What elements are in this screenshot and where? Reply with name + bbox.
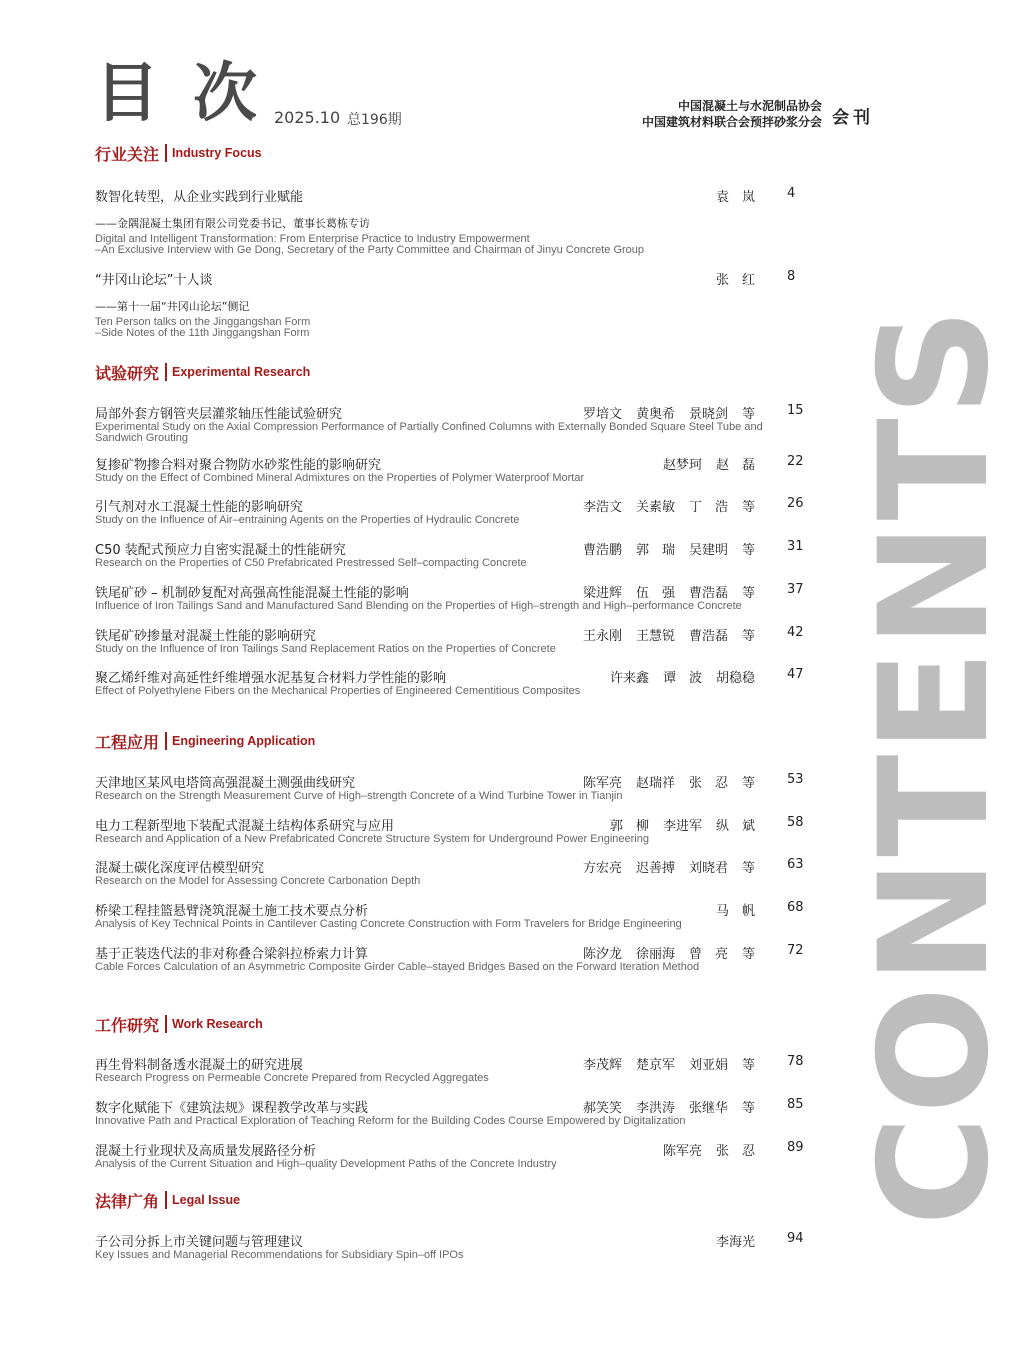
toc-entry[interactable] xyxy=(95,496,835,528)
publisher-line-2: 中国建筑材料联合会预拌砂浆分会 xyxy=(641,115,822,129)
author-etal: 等 xyxy=(741,586,755,601)
toc-entry[interactable] xyxy=(95,625,835,657)
author: 郝笑笑 xyxy=(582,1101,622,1116)
author: 谭 波 xyxy=(662,671,702,686)
entry-title[interactable]: 引气剂对水工混凝土性能的影响研究 xyxy=(95,500,304,515)
author: 吴建明 xyxy=(688,543,728,558)
toc-entry[interactable] xyxy=(95,857,835,889)
section-title-cn: 行业关注 xyxy=(95,144,160,164)
section-title-cn: 工程应用 xyxy=(95,732,160,752)
entry-title[interactable]: 电力工程新型地下装配式混凝土结构体系研究与应用 xyxy=(95,819,395,834)
page-title: 目次 xyxy=(95,57,291,131)
entry-english-subtitle: –An Exclusive Interview with Ge Dong, Secretary of the Party Committee and Chairman of Jinyu Concrete Group xyxy=(95,244,645,256)
section-divider xyxy=(165,1191,167,1209)
author-etal: 等 xyxy=(741,500,755,515)
entry-title[interactable]: 再生骨料制备透水混凝土的研究进展 xyxy=(95,1058,304,1073)
entry-title[interactable]: 局部外套方钢管夹层灌浆轴压性能试验研究 xyxy=(95,407,343,422)
entry-english-title: Innovative Path and Practical Exploration of Teaching Reform for the Building Codes Course Empowered by Digitalization xyxy=(95,1115,686,1127)
author: 张 忍 xyxy=(688,776,728,791)
entry-authors xyxy=(569,403,755,422)
entry-english-title: Influence of Iron Tailings Sand and Manufactured Sand Blending on the Properties of High–strength and High–performance Concrete xyxy=(95,600,742,612)
author: 曾 亮 xyxy=(688,947,728,962)
author: 李洪涛 xyxy=(635,1101,675,1116)
entry-page: 37 xyxy=(787,582,804,597)
entry-english-title: Study on the Effect of Combined Mineral Admixtures on the Properties of Polymer Waterproof Mortar xyxy=(95,472,585,484)
entry-english-title: Cable Forces Calculation of an Asymmetric Composite Girder Cable–stayed Bridges Based on the Forward Iteration Method xyxy=(95,961,700,973)
author: 李海光 xyxy=(715,1235,755,1250)
entry-english-title: Research on the Model for Assessing Concrete Carbonation Depth xyxy=(95,875,421,887)
entry-title[interactable]: 复掺矿物掺合料对聚合物防水砂浆性能的影响研究 xyxy=(95,458,382,473)
author: 陈军亮 xyxy=(662,1144,702,1159)
author: 关素敏 xyxy=(635,500,675,515)
section-heading xyxy=(95,729,315,753)
author: 梁进辉 xyxy=(582,586,622,601)
publisher-block xyxy=(600,98,822,130)
entry-english-subtitle: –Side Notes of the 11th Jinggangshan Form xyxy=(95,327,310,339)
entry-title[interactable]: 混凝土行业现状及高质量发展路径分析 xyxy=(95,1144,317,1159)
entry-english-title: Research on the Strength Measurement Curve of High–strength Concrete of a Wind Turbine Tower in Tianjin xyxy=(95,790,623,802)
toc-entry[interactable] xyxy=(95,186,835,258)
author: 马 帆 xyxy=(715,904,755,919)
section-title-cn: 工作研究 xyxy=(95,1015,160,1035)
contents-word: CONTENTS xyxy=(848,306,1022,1226)
entry-subtitle: ——金隅混凝土集团有限公司党委书记、董事长葛栋专访 xyxy=(95,217,370,230)
author-etal: 等 xyxy=(741,861,755,876)
entry-authors xyxy=(569,539,755,558)
entry-english-title: Analysis of Key Technical Points in Cantilever Casting Concrete Construction with Form Travelers for Bridge Engineering xyxy=(95,918,682,930)
entry-authors xyxy=(569,1097,755,1116)
entry-authors xyxy=(569,857,755,876)
author: 李浩文 xyxy=(582,500,622,515)
entry-authors xyxy=(649,1140,755,1159)
entry-page: 63 xyxy=(787,857,804,872)
entry-page: 26 xyxy=(787,496,804,511)
toc-entry[interactable] xyxy=(95,403,835,445)
author: 李进军 xyxy=(662,819,702,834)
entry-title[interactable]: 混凝土碳化深度评估模型研究 xyxy=(95,861,265,876)
entry-authors xyxy=(702,900,755,919)
author: 景晓剑 xyxy=(688,407,728,422)
section-title-en: Engineering Application xyxy=(172,734,316,748)
toc-entry[interactable] xyxy=(95,815,835,847)
toc-entry[interactable] xyxy=(95,667,835,699)
section-heading xyxy=(95,141,262,165)
entry-page: 8 xyxy=(787,269,796,284)
author: 郭 瑞 xyxy=(635,543,675,558)
author: 张 忍 xyxy=(715,1144,755,1159)
author: 纵 斌 xyxy=(715,819,755,834)
entry-authors xyxy=(702,269,755,288)
author: 方宏亮 xyxy=(582,861,622,876)
section-heading xyxy=(95,1012,263,1036)
section-title-en: Legal Issue xyxy=(172,1193,241,1207)
author: 罗培文 xyxy=(582,407,622,422)
entry-authors xyxy=(702,186,755,205)
entry-title[interactable]: 桥梁工程挂篮悬臂浇筑混凝土施工技术要点分析 xyxy=(95,904,369,919)
author: 刘亚娟 xyxy=(688,1058,728,1073)
section-divider xyxy=(165,144,167,162)
entry-authors xyxy=(596,815,755,834)
section-heading xyxy=(95,360,310,384)
author-etal: 等 xyxy=(741,543,755,558)
entry-english-title: Study on the Influence of Iron Tailings Sand Replacement Ratios on the Properties of Concrete xyxy=(95,643,556,655)
section-title-en: Experimental Research xyxy=(172,365,311,379)
toc-entry[interactable] xyxy=(95,1231,835,1263)
publisher-line-1: 中国混凝土与水泥制品协会 xyxy=(677,99,822,113)
entry-page: 89 xyxy=(787,1140,804,1155)
entry-page: 31 xyxy=(787,539,804,554)
author: 赵 磊 xyxy=(715,458,755,473)
bulletin-label: 会刊 xyxy=(832,108,874,128)
entry-page: 42 xyxy=(787,625,804,640)
author: 胡稳稳 xyxy=(715,671,755,686)
toc-entry[interactable] xyxy=(95,539,835,571)
entry-english-title: Effect of Polyethylene Fibers on the Mechanical Properties of Engineered Cementitious Composites xyxy=(95,685,581,697)
author: 刘晓君 xyxy=(688,861,728,876)
author: 许来鑫 xyxy=(609,671,649,686)
issue-number: 总196期 xyxy=(347,112,402,128)
author: 迟善搏 xyxy=(635,861,675,876)
entry-authors xyxy=(569,1054,755,1073)
entry-english-title: Key Issues and Managerial Recommendations for Subsidiary Spin–off IPOs xyxy=(95,1249,464,1261)
entry-english-title-cont: Sandwich Grouting xyxy=(95,432,188,444)
section-title-en: Industry Focus xyxy=(172,146,262,160)
entry-title[interactable]: 铁尾矿砂 – 机制砂复配对高强高性能混凝土性能的影响 xyxy=(95,586,409,601)
author: 赵瑞祥 xyxy=(635,776,675,791)
author-etal: 等 xyxy=(741,1058,755,1073)
entry-title[interactable]: 数字化赋能下《建筑法规》课程教学改革与实践 xyxy=(95,1101,369,1116)
entry-title[interactable]: 子公司分拆上市关键问题与管理建议 xyxy=(95,1235,304,1250)
section-divider xyxy=(165,1015,167,1033)
entry-authors xyxy=(569,772,755,791)
author: 曹浩磊 xyxy=(688,629,728,644)
author: 王永刚 xyxy=(582,629,622,644)
entry-authors xyxy=(702,1231,755,1250)
author: 赵梦珂 xyxy=(662,458,702,473)
author: 丁 浩 xyxy=(688,500,728,515)
entry-title[interactable]: 天津地区某风电塔筒高强混凝土测强曲线研究 xyxy=(95,776,356,791)
entry-page: 68 xyxy=(787,900,804,915)
section-divider xyxy=(165,732,167,750)
entry-authors xyxy=(569,943,755,962)
author-etal: 等 xyxy=(741,629,755,644)
toc-entry[interactable] xyxy=(95,582,835,614)
author-etal: 等 xyxy=(741,776,755,791)
entry-title[interactable]: 铁尾矿砂掺量对混凝土性能的影响研究 xyxy=(95,629,317,644)
entry-english-title: Experimental Study on the Axial Compression Performance of Partially Confined Columns with Externally Bonded Square Steel Tube and xyxy=(95,421,763,433)
entry-authors xyxy=(569,625,755,644)
entry-english-title: Digital and Intelligent Transformation: From Enterprise Practice to Industry Empowerment xyxy=(95,233,530,245)
entry-page: 72 xyxy=(787,943,804,958)
author-etal: 等 xyxy=(741,947,755,962)
author: 黄奥希 xyxy=(635,407,675,422)
entry-english-title: Research and Application of a New Prefabricated Concrete Structure System for Underground Power Engineering xyxy=(95,833,649,845)
author-etal: 等 xyxy=(741,1101,755,1116)
section-divider xyxy=(165,363,167,381)
toc-entry[interactable] xyxy=(95,900,835,932)
contents-decoration xyxy=(848,262,1022,1226)
author: 袁 岚 xyxy=(715,190,755,205)
author: 曹浩鹏 xyxy=(582,543,622,558)
section-title-cn: 法律广角 xyxy=(95,1191,160,1211)
entry-title[interactable]: 数智化转型，从企业实践到行业赋能 xyxy=(95,190,304,205)
entry-page: 94 xyxy=(787,1231,804,1246)
entry-authors xyxy=(569,582,755,601)
author: 伍 强 xyxy=(635,586,675,601)
section-title-en: Work Research xyxy=(172,1017,263,1031)
entry-subtitle: ——第十一届“井冈山论坛”侧记 xyxy=(95,300,250,313)
section-title-cn: 试验研究 xyxy=(95,363,160,383)
entry-page: 58 xyxy=(787,815,804,830)
toc-entry[interactable] xyxy=(95,943,835,975)
author: 曹浩磊 xyxy=(688,586,728,601)
author: 徐丽海 xyxy=(635,947,675,962)
toc-entry[interactable] xyxy=(95,1097,835,1129)
entry-page: 4 xyxy=(787,186,796,201)
entry-page: 53 xyxy=(787,772,804,787)
entry-english-title: Study on the Influence of Air–entraining Agents on the Properties of Hydraulic Concrete xyxy=(95,514,520,526)
toc-entry[interactable] xyxy=(95,454,835,486)
entry-page: 15 xyxy=(787,403,804,418)
author: 王慧锐 xyxy=(635,629,675,644)
entry-english-title: Analysis of the Current Situation and High–quality Development Paths of the Concrete Industry xyxy=(95,1158,557,1170)
toc-entry[interactable] xyxy=(95,269,835,341)
entry-title[interactable]: 聚乙烯纤维对高延性纤维增强水泥基复合材料力学性能的影响 xyxy=(95,671,447,686)
entry-page: 78 xyxy=(787,1054,804,1069)
entry-page: 85 xyxy=(787,1097,804,1112)
entry-page: 22 xyxy=(787,454,804,469)
issue-date: 2025.10 xyxy=(274,108,341,127)
author: 楚京军 xyxy=(635,1058,675,1073)
author: 陈汐龙 xyxy=(582,947,622,962)
section-heading xyxy=(95,1188,240,1212)
entry-authors xyxy=(596,667,755,686)
toc-entry[interactable] xyxy=(95,1140,835,1172)
author: 陈军亮 xyxy=(582,776,622,791)
entry-authors xyxy=(649,454,755,473)
entry-title[interactable]: “井冈山论坛”十人谈 xyxy=(95,273,213,288)
entry-english-title: Ten Person talks on the Jinggangshan Form xyxy=(95,316,311,328)
author: 张 红 xyxy=(715,273,755,288)
entry-authors xyxy=(569,496,755,515)
author: 郭 柳 xyxy=(609,819,649,834)
entry-english-title: Research on the Properties of C50 Prefabricated Prestressed Self–compacting Concrete xyxy=(95,557,527,569)
entry-title[interactable]: 基于正装迭代法的非对称叠合梁斜拉桥索力计算 xyxy=(95,947,369,962)
entry-english-title: Research Progress on Permeable Concrete Prepared from Recycled Aggregates xyxy=(95,1072,489,1084)
author-etal: 等 xyxy=(741,407,755,422)
toc-entry[interactable] xyxy=(95,772,835,804)
entry-page: 47 xyxy=(787,667,804,682)
author: 张继华 xyxy=(688,1101,728,1116)
entry-title[interactable]: C50 装配式预应力自密实混凝土的性能研究 xyxy=(95,543,346,558)
toc-entry[interactable] xyxy=(95,1054,835,1086)
author: 李茂辉 xyxy=(582,1058,622,1073)
